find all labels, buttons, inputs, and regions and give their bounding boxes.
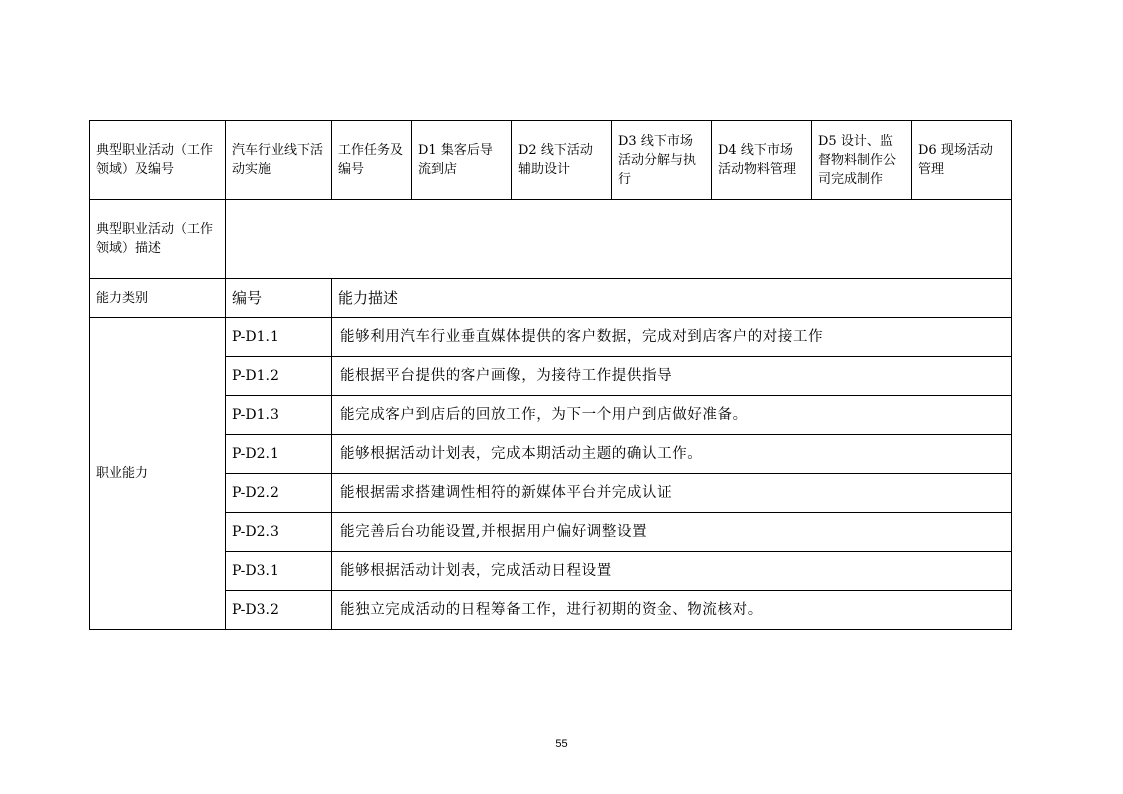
table-row <box>90 435 1012 474</box>
capability-code-cell: P-D1.2 <box>226 357 332 396</box>
capability-text-cell: 能完善后台功能设置,并根据用户偏好调整设置 <box>332 513 1012 552</box>
table-row <box>90 513 1012 552</box>
capability-text-cell: 能完成客户到店后的回放工作，为下一个用户到店做好准备。 <box>332 396 1012 435</box>
activity-name-cell: 汽车行业线下活动实施 <box>226 121 332 200</box>
competency-table <box>89 120 1012 630</box>
table-row <box>90 552 1012 591</box>
task-cell: D4 线下市场活动物料管理 <box>712 121 812 200</box>
table-row <box>90 357 1012 396</box>
code-header-cell: 编号 <box>226 279 332 318</box>
table-row <box>90 318 1012 357</box>
description-content-cell <box>226 200 1012 279</box>
activity-label-cell: 典型职业活动（工作领域）及编号 <box>90 121 226 200</box>
category-header-cell: 能力类别 <box>90 279 226 318</box>
capability-text-cell: 能够根据活动计划表，完成本期活动主题的确认工作。 <box>332 435 1012 474</box>
capability-code-cell: P-D1.3 <box>226 396 332 435</box>
activity-header-row <box>90 121 1012 200</box>
capability-header-row <box>90 279 1012 318</box>
task-label-cell: 工作任务及编号 <box>332 121 412 200</box>
capability-text-cell: 能根据需求搭建调性相符的新媒体平台并完成认证 <box>332 474 1012 513</box>
description-header-cell: 能力描述 <box>332 279 1012 318</box>
task-cell: D2 线下活动辅助设计 <box>512 121 612 200</box>
table-row <box>90 474 1012 513</box>
task-cell: D5 设计、监督物料制作公司完成制作 <box>812 121 912 200</box>
capability-code-cell: P-D3.1 <box>226 552 332 591</box>
description-label-cell: 典型职业活动（工作领域）描述 <box>90 200 226 279</box>
capability-text-cell: 能根据平台提供的客户画像，为接待工作提供指导 <box>332 357 1012 396</box>
capability-code-cell: P-D2.3 <box>226 513 332 552</box>
table-row <box>90 591 1012 630</box>
task-cell: D6 现场活动管理 <box>912 121 1012 200</box>
capability-code-cell: P-D1.1 <box>226 318 332 357</box>
task-cell: D1 集客后导流到店 <box>412 121 512 200</box>
capability-category-cell: 职业能力 <box>90 318 226 630</box>
capability-text-cell: 能够根据活动计划表，完成活动日程设置 <box>332 552 1012 591</box>
capability-code-cell: P-D2.2 <box>226 474 332 513</box>
capability-code-cell: P-D2.1 <box>226 435 332 474</box>
capability-code-cell: P-D3.2 <box>226 591 332 630</box>
description-row <box>90 200 1012 279</box>
capability-text-cell: 能独立完成活动的日程筹备工作，进行初期的资金、物流核对。 <box>332 591 1012 630</box>
page-number: 55 <box>555 738 568 750</box>
capability-text-cell: 能够利用汽车行业垂直媒体提供的客户数据，完成对到店客户的对接工作 <box>332 318 1012 357</box>
task-cell: D3 线下市场活动分解与执行 <box>612 121 712 200</box>
table-row <box>90 396 1012 435</box>
